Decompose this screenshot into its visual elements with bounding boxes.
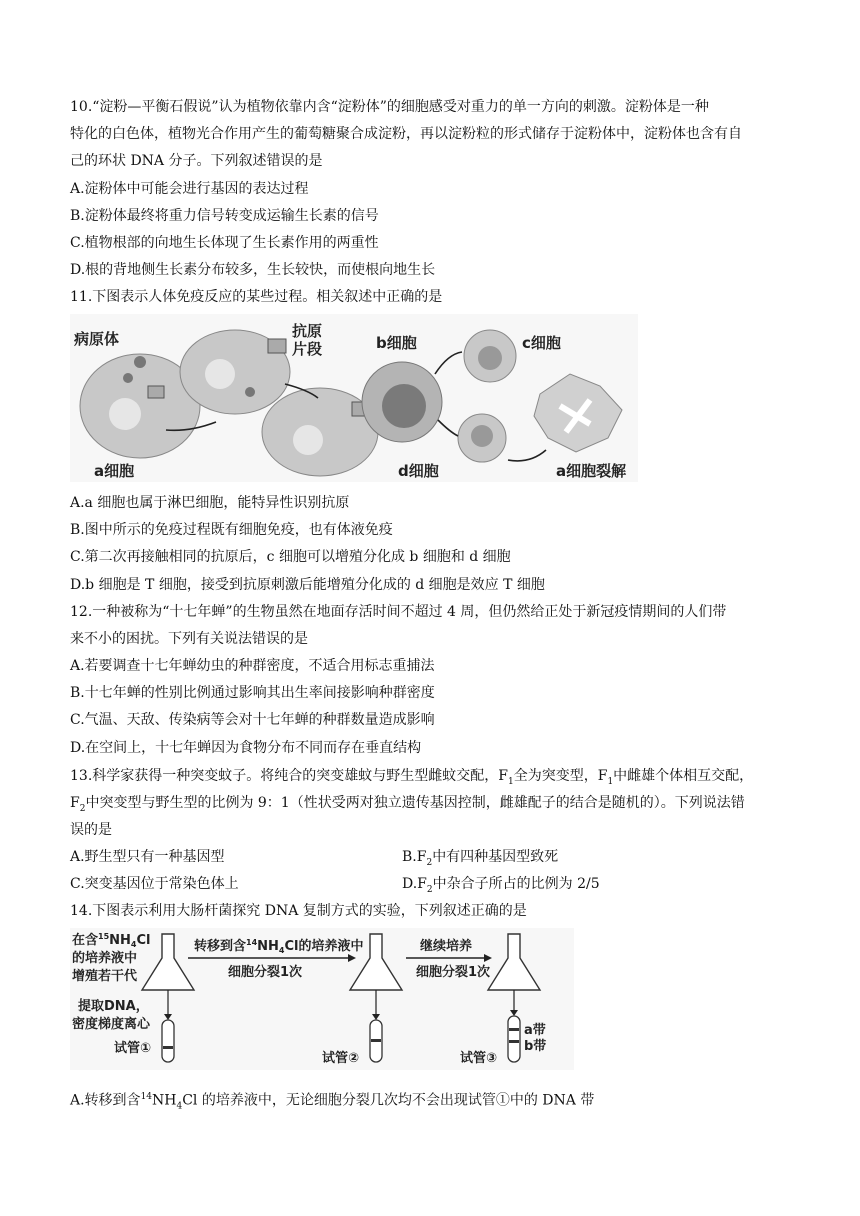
q13-option-c: C.突变基因位于常染色体上 <box>70 876 239 892</box>
q13-option-b: $B.F_2$中有四种基因型致死 <box>402 849 559 868</box>
label-a-cell-lysis: a细胞裂解 <box>556 462 627 480</box>
q10-option-b: B.淀粉体最终将重力信号转变成运输生长素的信号 <box>70 208 379 224</box>
label-medium-line2: 的培养液中 <box>72 951 138 966</box>
q12-option-d: D.在空间上，十七年蝉因为食物分布不同而存在垂直结构 <box>70 740 422 756</box>
q12-option-b: B.十七年蝉的性别比例通过影响其出生率间接影响种群密度 <box>70 685 435 701</box>
label-tube-2: 试管② <box>322 1051 360 1066</box>
label-medium-line1: 在含$^{15}NH_4Cl$ <box>72 932 151 949</box>
label-a-cell: a细胞 <box>94 462 135 480</box>
q10-option-a: A.淀粉体中可能会进行基因的表达过程 <box>70 181 309 197</box>
q12-option-c: C.气温、天敌、传染病等会对十七年蝉的种群数量造成影响 <box>70 712 435 728</box>
label-extract-dna: 提取DNA， <box>78 999 149 1014</box>
label-c-cell: c细胞 <box>522 334 561 352</box>
q13-stem-line1: 13.科学家获得一种突变蚊子。将纯合的突变雄蚊与野生型雌蚊交配，$F_1$全为突变型，$F_1$中雌雄个体相互交配， <box>70 768 754 787</box>
q10-option-d: D.根的背地侧生长素分布较多，生长较快，而使根向地生长 <box>70 262 436 278</box>
label-divide-once-2: 细胞分裂1次 <box>416 965 491 980</box>
q14-option-a: A.转移到含$^{14}NH_4Cl$ 的培养液中，无论细胞分裂几次均不会出现试管①中的 DNA 带 <box>70 1092 595 1112</box>
label-centrifuge: 密度梯度离心 <box>72 1017 151 1032</box>
label-pathogen: 病原体 <box>74 330 120 348</box>
label-transfer: 转移到含$^{14}NH_4Cl$的培养液中 <box>194 938 364 955</box>
pathogen-icon <box>134 356 146 368</box>
label-tube-1: 试管① <box>114 1041 152 1056</box>
tube-3-icon <box>508 1016 520 1062</box>
q14-stem: 14.下图表示利用大肠杆菌探究 DNA 复制方式的实验，下列叙述正确的是 <box>70 903 527 919</box>
flask-3-icon <box>488 934 540 990</box>
q11-stem: 11.下图表示人体免疫反应的某些过程。相关叙述中正确的是 <box>70 289 443 305</box>
q13-option-d: $D.F_2$中杂合子所占的比例为 2/5 <box>402 876 600 895</box>
q12-option-a: A.若要调查十七年蝉幼虫的种群密度，不适合用标志重捕法 <box>70 658 435 674</box>
label-medium-line3: 增殖若干代 <box>72 969 138 984</box>
q10-stem-line3: 己的环状 DNA 分子。下列叙述错误的是 <box>70 153 323 169</box>
q13-stem-line2: $F_2$中突变型与野生型的比例为 9：1（性状受两对独立遗传基因控制，雌雄配子的结合是随机的）。下列说法错 <box>70 795 745 814</box>
label-antigen-line2: 片段 <box>292 340 323 358</box>
label-antigen-line1: 抗原 <box>292 322 323 340</box>
label-b-cell: b细胞 <box>376 334 417 352</box>
label-band-b: b带 <box>524 1039 547 1054</box>
q13-option-a: A.野生型只有一种基因型 <box>70 849 225 865</box>
q10-stem-line2: 特化的白色体，植物光合作用产生的葡萄糖聚合成淀粉，再以淀粉粒的形式储存于淀粉体中，淀粉体也含有自 <box>70 126 742 142</box>
q11-option-c: C.第二次再接触相同的抗原后，c 细胞可以增殖分化成 b 细胞和 d 细胞 <box>70 549 511 565</box>
q10-option-c: C.植物根部的向地生长体现了生长素作用的两重性 <box>70 235 379 251</box>
q12-stem-line1: 12.一种被称为“十七年蝉”的生物虽然在地面存活时间不超过 4 周，但仍然给正处于新冠疫情期间的人们带 <box>70 604 727 620</box>
label-divide-once: 细胞分裂1次 <box>228 965 303 980</box>
label-band-a: a带 <box>524 1023 546 1038</box>
q12-stem-line2: 来不小的困扰。下列有关说法错误的是 <box>70 631 308 647</box>
q11-option-a: A.a 细胞也属于淋巴细胞，能特异性识别抗原 <box>70 495 350 511</box>
tube-1-icon <box>162 1020 174 1062</box>
q13-stem-line3: 误的是 <box>70 822 112 838</box>
dna-replication-figure <box>70 928 574 1070</box>
label-continue-culture: 继续培养 <box>420 939 473 954</box>
label-d-cell: d细胞 <box>398 462 439 480</box>
immune-response-figure <box>70 314 638 482</box>
q10-stem-line1: 10.“淀粉—平衡石假说”认为植物依靠内含“淀粉体”的细胞感受对重力的单一方向的刺激。淀粉体是一种 <box>70 99 709 115</box>
label-tube-3: 试管③ <box>460 1051 498 1066</box>
q11-option-b: B.图中所示的免疫过程既有细胞免疫，也有体液免疫 <box>70 522 393 538</box>
q11-option-d: D.b 细胞是 T 细胞，接受到抗原刺激后能增殖分化成的 d 细胞是效应 T 细胞 <box>70 577 545 593</box>
